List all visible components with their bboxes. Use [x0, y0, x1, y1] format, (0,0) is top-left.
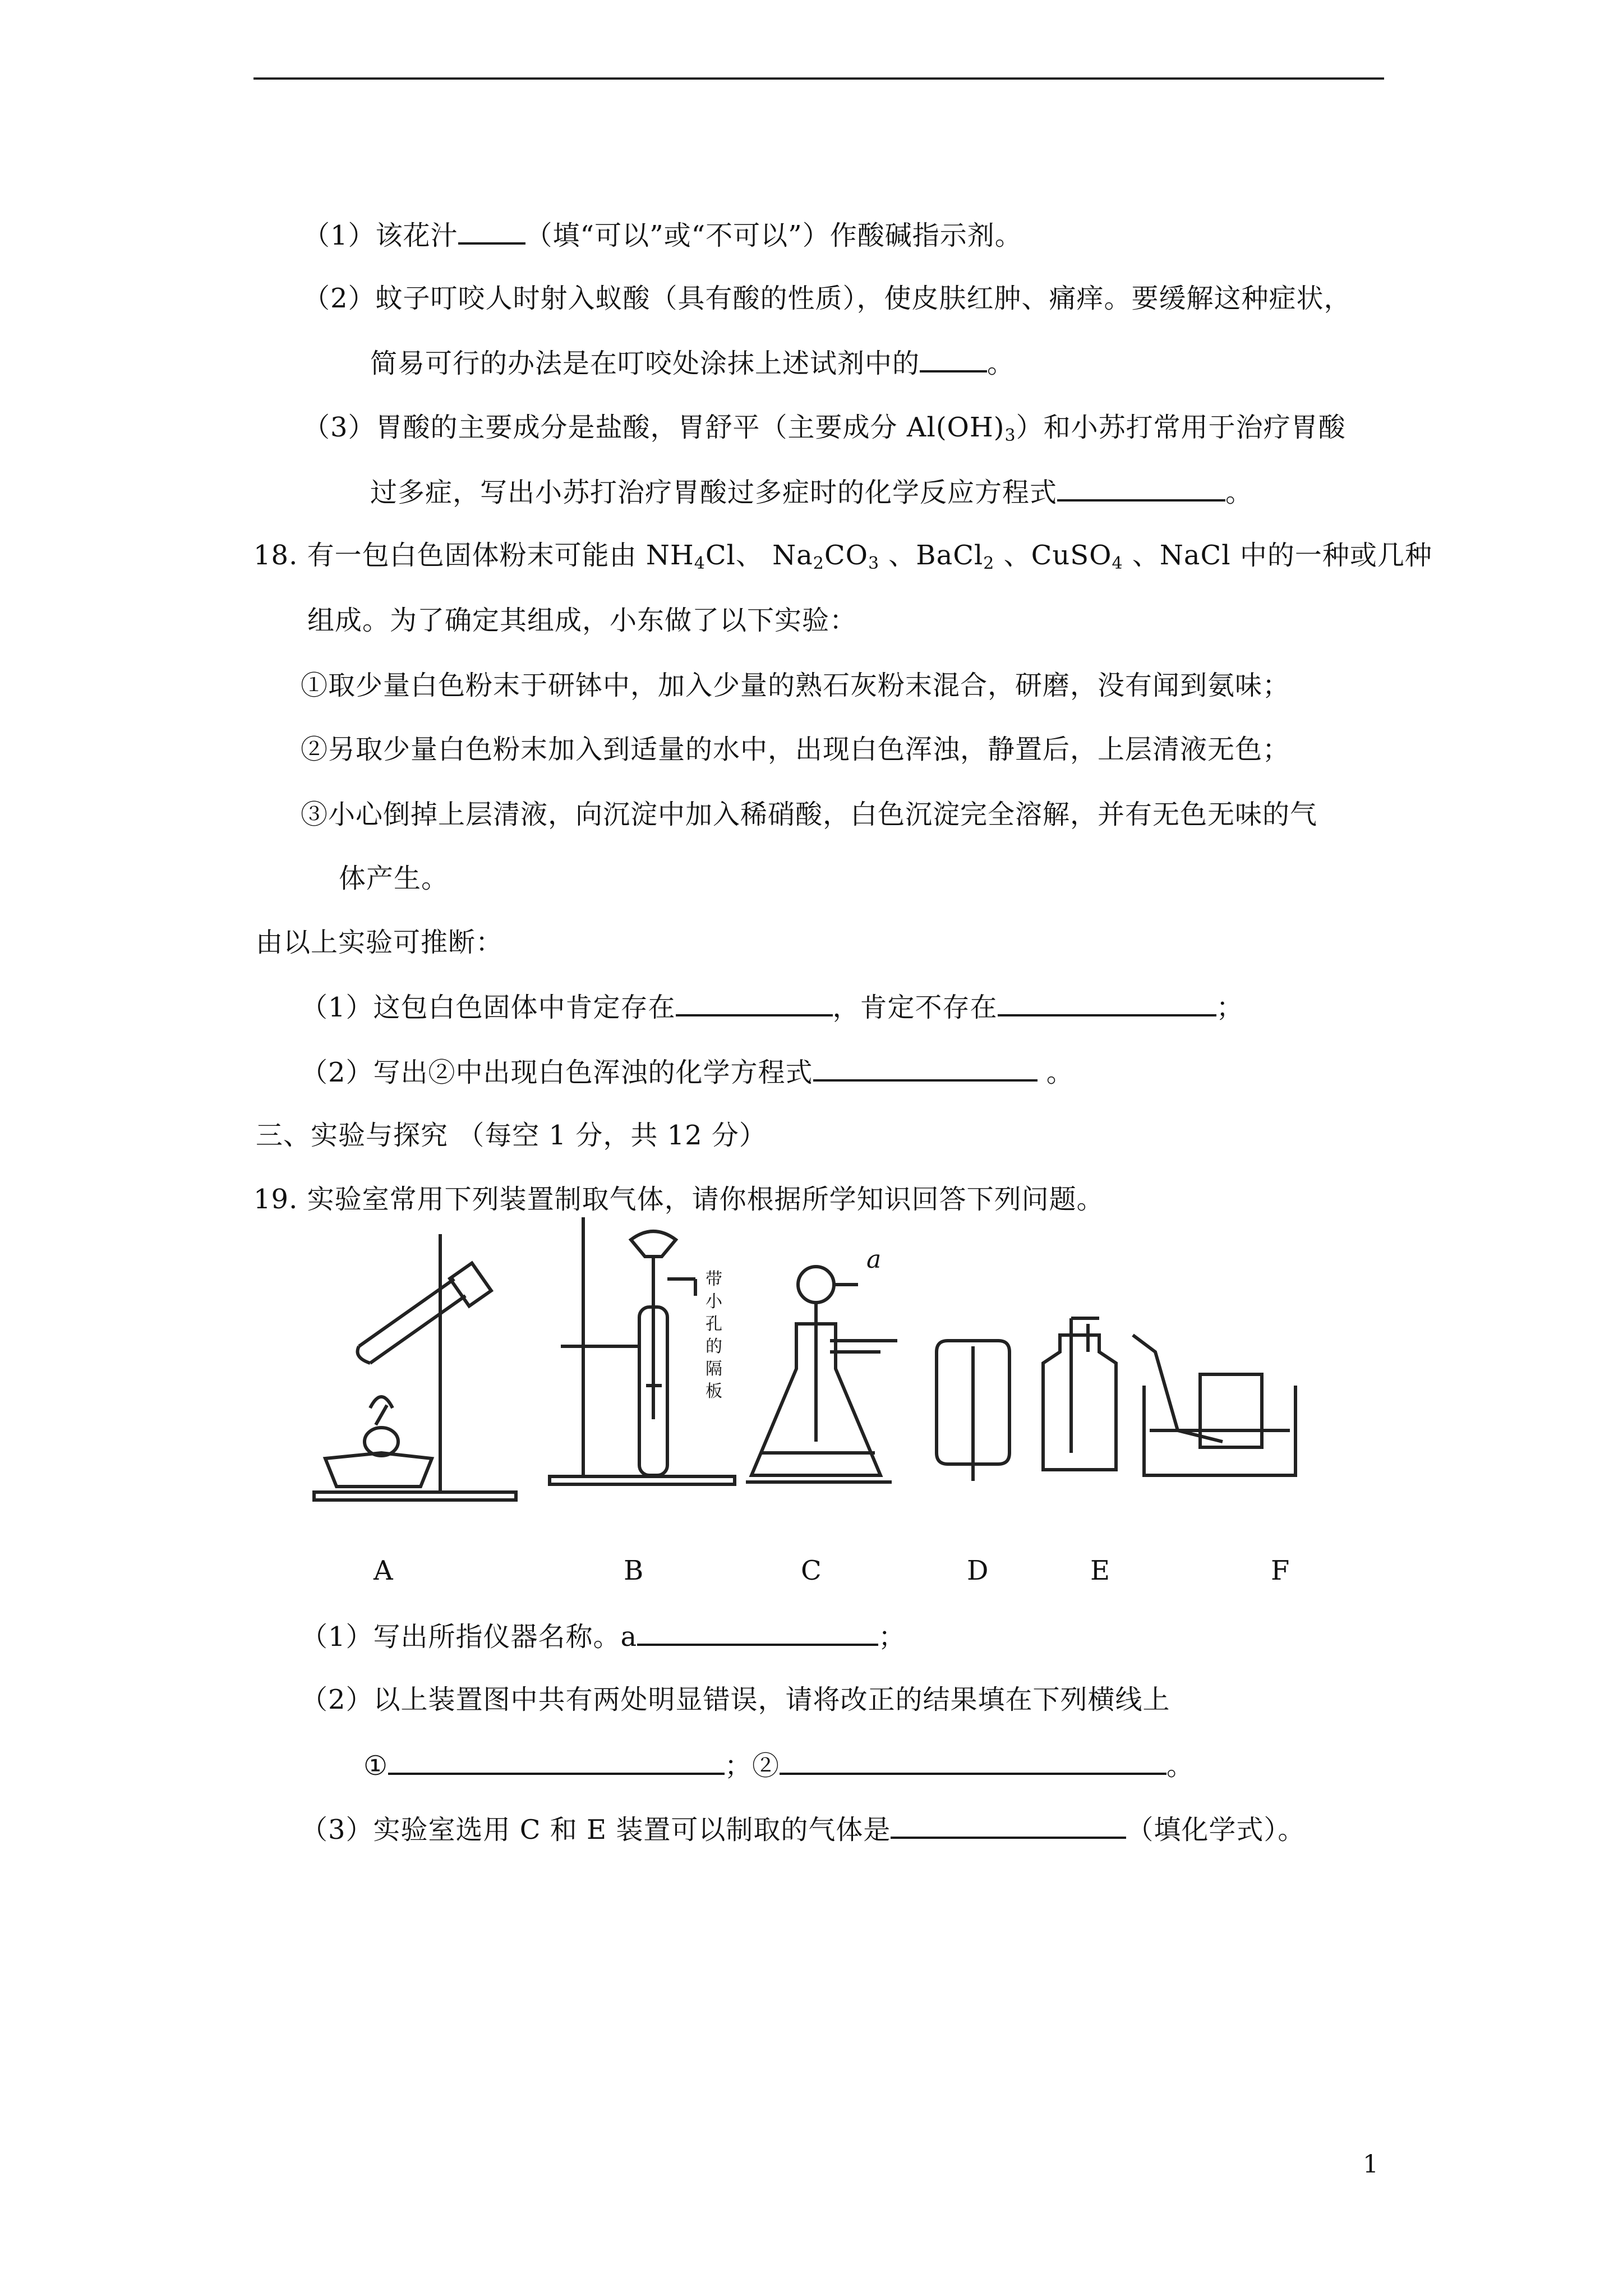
page-number: 1: [1363, 2150, 1378, 2179]
answer-blank[interactable]: [388, 1748, 725, 1775]
answer-blank[interactable]: [920, 346, 987, 372]
svg-text:的: 的: [706, 1337, 722, 1356]
lab-apparatus-figure: [303, 1217, 1368, 1509]
q18-answer1: （1）这包白色固体中肯定存在 ，肯定不存在 ；: [301, 990, 1244, 1024]
header-rule: [253, 77, 1384, 80]
apparatus-f: [1133, 1335, 1295, 1475]
q19-part2-answers: ① ；② 。: [363, 1748, 1194, 1783]
q19-intro: 19. 实验室常用下列装置制取气体，请你根据所学知识回答下列问题。: [253, 1184, 1104, 1215]
q19-part1: （1）写出所指仪器名称。a ；: [301, 1619, 906, 1654]
answer-blank[interactable]: [676, 990, 833, 1016]
q18-step1: ①取少量白色粉末于研钵中，加入少量的熟石灰粉末混合，研磨，没有闻到氨味；: [301, 670, 1290, 701]
q18-infer: 由以上实验可推断：: [256, 927, 504, 958]
answer-blank[interactable]: [998, 990, 1216, 1016]
answer-blank[interactable]: [813, 1055, 1038, 1082]
q17-part2: （2）蚊子叮咬人时射入蚁酸（具有酸的性质），使皮肤红肿、痛痒。要缓解这种症状，: [303, 283, 1352, 314]
q18-answer2: （2）写出②中出现白色浑浊的化学方程式 。: [301, 1055, 1074, 1089]
svg-text:板: 板: [706, 1382, 722, 1401]
answer-blank[interactable]: [780, 1748, 1166, 1775]
q18-intro-cont: 组成。为了确定其组成，小东做了以下实验：: [307, 605, 857, 636]
q17-part3: （3）胃酸的主要成分是盐酸，胃舒平（主要成分 $Al(OH)_3$）和小苏打常用于治疗胃酸: [303, 412, 1346, 445]
q19-part3: （3）实验室选用 C 和 E 装置可以制取的气体是 （填化学式）。: [301, 1812, 1305, 1847]
label-e: E: [1090, 1555, 1110, 1586]
q18-intro: 18. 有一包白色固体粉末可能由 $NH_4Cl$、 $Na_2CO_3$ 、BaCl$_2$ 、CuSO$_4$ 、NaCl 中的一种或几种: [253, 540, 1432, 573]
q18-step2: ②另取少量白色粉末加入到适量的水中，出现白色浑浊，静置后，上层清液无色；: [301, 734, 1290, 765]
svg-text:隔: 隔: [706, 1359, 722, 1379]
svg-text:带: 带: [706, 1269, 722, 1289]
apparatus-a: [314, 1234, 516, 1500]
partition-label: [706, 1269, 723, 1401]
apparatus-c: [746, 1267, 897, 1482]
answer-blank[interactable]: [1057, 475, 1225, 501]
q18-step3-cont: 体产生。: [339, 863, 449, 894]
answer-blank[interactable]: [637, 1619, 878, 1646]
label-c: C: [801, 1555, 822, 1586]
answer-blank[interactable]: [891, 1812, 1126, 1839]
apparatus-d: [937, 1341, 1009, 1481]
q17-part3-cont: 过多症，写出小苏打治疗胃酸过多症时的化学反应方程式 。: [370, 475, 1253, 509]
label-d: D: [967, 1555, 989, 1586]
label-f: F: [1271, 1555, 1290, 1586]
q17-part1: （1）该花汁 （填“可以”或“不可以”）作酸碱指示剂。: [303, 218, 1022, 252]
q17-part2-cont: 简易可行的办法是在叮咬处涂抹上述试剂中的 。: [370, 346, 1015, 380]
pointer-label-a: a: [866, 1245, 882, 1274]
svg-text:孔: 孔: [706, 1314, 722, 1334]
apparatus-e: [1043, 1318, 1116, 1470]
q18-step3: ③小心倒掉上层清液，向沉淀中加入稀硝酸，白色沉淀完全溶解，并有无色无味的气: [301, 799, 1318, 830]
section-3-heading: 三、实验与探究 （每空 1 分，共 12 分）: [256, 1120, 767, 1151]
answer-blank[interactable]: [458, 218, 525, 245]
q19-part2: （2）以上装置图中共有两处明显错误，请将改正的结果填在下列横线上: [301, 1684, 1170, 1715]
label-b: B: [624, 1555, 644, 1586]
label-a: A: [374, 1555, 393, 1586]
svg-text:小: 小: [706, 1292, 722, 1312]
